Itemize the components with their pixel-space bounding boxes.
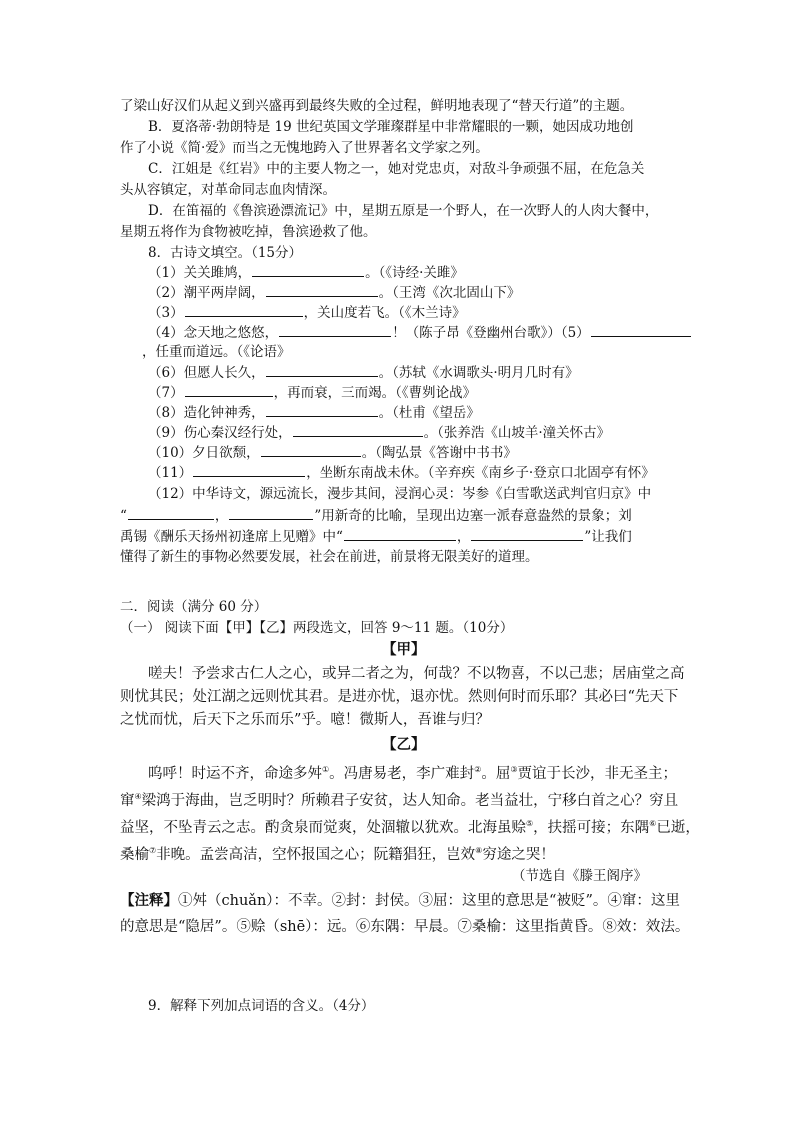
q7-option-d-line1: D．在笛福的《鲁滨逊漂流记》中，星期五原是一个野人，在一次野人的人肉大餐中， — [148, 203, 659, 219]
q7-option-d-line2: 星期五将作为食物被吃掉，鲁滨逊救了他。 — [120, 224, 377, 240]
answer-blank[interactable] — [266, 282, 378, 297]
q8-item-9: （9）伤心秦汉经行处， 。（张养浩《山坡羊·潼关怀古》 — [148, 422, 610, 443]
answer-blank[interactable] — [293, 422, 423, 437]
answer-blank[interactable] — [185, 302, 303, 317]
q8-item-8: （8）造化钟神秀， 。（杜甫《望岳》 — [148, 402, 480, 423]
question-9: 9．解释下列加点词语的含义。（4分） — [148, 998, 375, 1014]
q8-item-10: （10）夕日欲颓， 。（陶弘景《答谢中书书》 — [148, 442, 517, 463]
footnote-mark: ③ — [510, 765, 518, 775]
q8-item-12-line2: “ ， ”用新奇的比喻，呈现出边塞一派春意盎然的景象；刘 — [120, 505, 632, 526]
passage-source: （节选自《滕王阁序》 — [512, 868, 647, 884]
answer-blank[interactable] — [261, 442, 361, 457]
answer-blank[interactable] — [471, 526, 583, 541]
q8-item-7: （7） ，再而衰，三而竭。（《曹刿论战》 — [148, 382, 476, 403]
answer-blank[interactable] — [591, 322, 691, 337]
answer-blank[interactable] — [344, 526, 456, 541]
q8-title: 8．古诗文填空。（15分） — [148, 245, 303, 261]
q8-item-4-5: （4）念天地之悠悠， ！（陈子昂《登幽州台歌》）（5） — [148, 322, 692, 343]
footnote-mark: ⑦ — [149, 846, 157, 856]
q7-option-b-line2: 作了小说《简·爱》而当之无愧地跨入了世界著名文学家之列。 — [120, 140, 489, 156]
passage-jia-line2: 则忧其民；处江湖之远则忧其君。是进亦忧，退亦忧。然则何时而乐耶？其必曰“先天下 — [120, 689, 679, 705]
q8-item-1: （1）关关雎鸠， 。（《诗经·关雎》 — [148, 262, 464, 283]
passage-yi-title: 【乙】 — [382, 736, 426, 753]
passage-jia-line1: 嗟夫！予尝求古仁人之心，或异二者之为，何哉？不以物喜，不以己悲；居庙堂之高 — [148, 666, 685, 682]
q8-item-6: （6）但愿人长久， 。（苏轼《水调歌头·明月几时有》 — [148, 362, 579, 383]
reading-heading: 二．阅读（满分 60 分） — [120, 599, 268, 615]
answer-blank[interactable] — [185, 382, 273, 397]
footnote-mark: ① — [322, 765, 330, 775]
answer-blank[interactable] — [279, 322, 391, 337]
passage-yi-line1: 呜呼！时运不齐，命途多舛①。冯唐易老，李广难封②。屈③贾谊于长沙，非无圣主； — [148, 765, 678, 782]
q8-item-2: （2）潮平两岸阔， 。（王湾《次北固山下》 — [148, 282, 520, 303]
passage-jia-title: 【甲】 — [382, 641, 426, 658]
reading-instructions: （一） 阅读下面【甲】【乙】两段选文，回答 9～11 题。（10分） — [120, 620, 514, 636]
q7-option-b-line1: B．夏洛蒂·勃朗特是 19 世纪英国文学璀璨群星中非常耀眼的一颗，她因成功地创 — [148, 119, 634, 135]
answer-blank[interactable] — [193, 462, 305, 477]
q7-option-a-tail: 了梁山好汉们从起义到兴盛再到最终失败的全过程，鲜明地表现了“替天行道”的主题。 — [120, 98, 634, 114]
q8-item-3: （3） ，关山度若飞。（《木兰诗》 — [148, 302, 466, 323]
passage-jia-line3: 之忧而忧，后天下之乐而乐”乎。噫！微斯人，吾谁与归？ — [120, 712, 490, 728]
q8-item-12-line4: 懂得了新生的事物必然要发展，社会在前进，前景将无限美好的道理。 — [120, 549, 539, 565]
passage-yi-line2: 窜④梁鸿于海曲，岂乏明时？所赖君子安贫，达人知命。老当益壮，宁移白首之心？穷且 — [120, 792, 679, 809]
footnote-mark: ② — [474, 765, 482, 775]
footnote-mark: ⑤ — [526, 819, 534, 829]
passage-yi-line3: 益坚，不坠青云之志。酌贪泉而觉爽，处涸辙以犹欢。北海虽赊⑤，扶摇可接；东隅⑥已逝， — [120, 819, 700, 836]
answer-blank[interactable] — [128, 505, 214, 520]
annotation-line2: 的意思是“隐居”。⑤赊（shē）：远。⑥东隅：早晨。⑦桑榆：这里指黄昏。⑧效：效法。 — [120, 919, 690, 935]
footnote-mark: ⑧ — [475, 846, 483, 856]
q7-option-c-line1: C．江姐是《红岩》中的主要人物之一，她对党忠贞，对敌斗争顽强不屈，在危急关 — [148, 161, 645, 177]
answer-blank[interactable] — [266, 402, 378, 417]
answer-blank[interactable] — [252, 262, 364, 277]
q8-item-11: （11） ，坐断东南战未休。（辛弃疾《南乡子·登京口北固亭有怀》 — [148, 462, 655, 483]
answer-blank[interactable] — [229, 505, 313, 520]
footnote-mark: ④ — [134, 792, 142, 802]
q8-item-12-line3: 禹锡《酬乐天扬州初逢席上见赠》中“ ， ”让我们 — [120, 526, 632, 547]
q7-option-c-line2: 头从容镇定，对革命同志血肉情深。 — [120, 182, 336, 198]
passage-yi-line4: 桑榆⑦非晚。孟尝高洁，空怀报国之心；阮籍猖狂，岂效⑧穷途之哭！ — [120, 846, 555, 863]
q8-item-5-tail: ，任重而道远。（《论语》 — [142, 344, 291, 360]
answer-blank[interactable] — [266, 362, 378, 377]
q8-item-12-line1: （12）中华诗文，源远流长，漫步其间，浸润心灵：岑参《白雪歌送武判官归京》中 — [148, 486, 652, 502]
footnote-mark: ⑥ — [649, 819, 657, 829]
annotation-line1: 【注释】①舛（chuǎn）：不幸。②封：封侯。③屈：这里的意思是“被贬”。④窜：这里 — [120, 892, 680, 909]
